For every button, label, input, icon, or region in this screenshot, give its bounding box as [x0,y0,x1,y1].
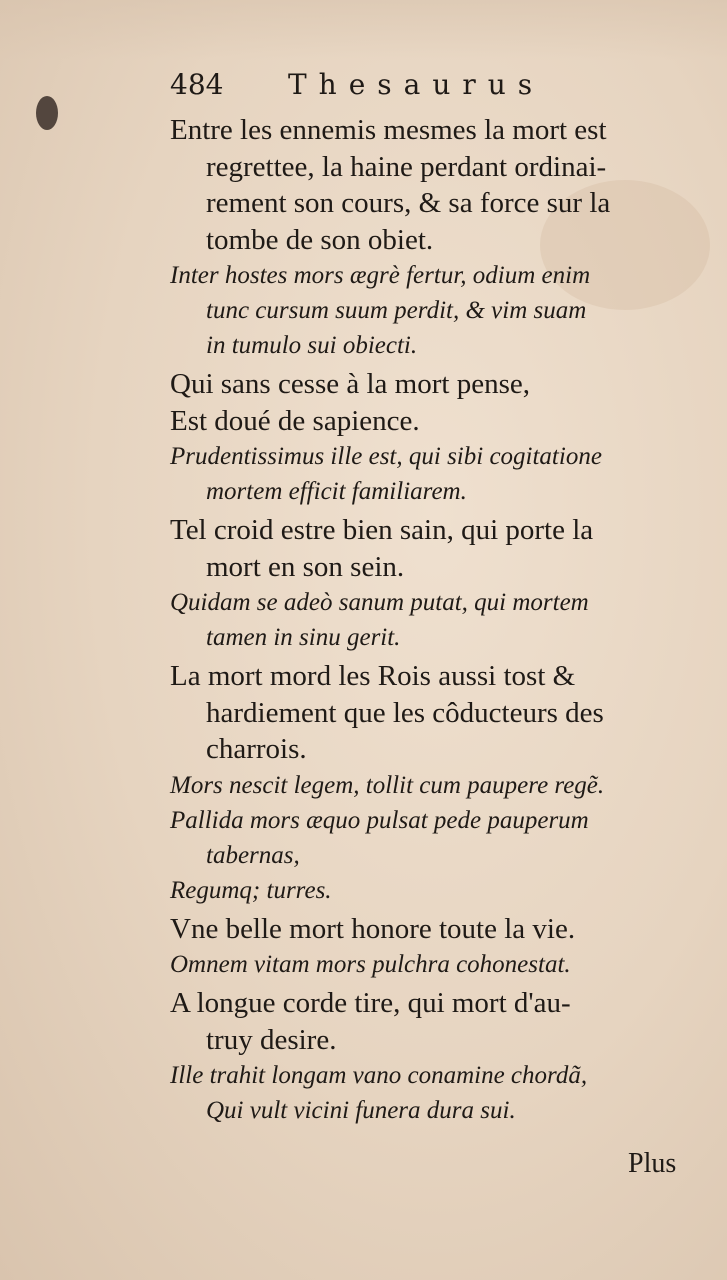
text-line: Est doué de sapience. [170,404,420,437]
text-line: Inter hostes mors ægrè fertur, odium enim [170,262,591,289]
text-line: mortem efficit familiarem. [206,478,467,505]
text-line: Qui vult vicini funera dura sui. [206,1097,516,1124]
text-line: truy desire. [206,1023,337,1056]
text-line: tombe de son obiet. [206,223,434,256]
french-proverb [170,911,690,948]
text-line: tunc cursum suum perdit, & vim suam [206,297,587,324]
text-line: rement son cours, & sa force sur la [206,187,611,219]
text-line: A longue corde tire, qui mort d'au- [170,987,571,1019]
text-line: tamen in sinu gerit. [206,624,401,651]
text-line: Tel croid estre bien sain, qui porte la [170,514,594,546]
text-line: in tumulo sui obiecti. [206,332,418,359]
text-line: regrettee, la haine perdant ordinai- [206,150,607,183]
latin-proverb [170,803,690,873]
french-proverb [170,658,690,768]
text-line: charrois. [206,733,307,765]
text-line: Regumq; turres. [170,876,332,904]
french-proverb [170,112,690,258]
latin-proverb [170,258,690,363]
ink-blot [36,96,58,130]
text-line: hardiement que les côducteurs des [206,696,604,729]
main-text [170,112,690,1128]
text-line: Prudentissimus ille est, qui sibi cogitatione [170,443,602,470]
latin-proverb [170,768,690,803]
text-line: Mors nescit legem, tollit cum paupere regẽ. [170,771,605,799]
latin-proverb [170,439,690,509]
page-shadow [0,0,727,60]
text-line: Omnem vitam mors pulchra cohonestat. [170,951,571,978]
french-proverb [170,985,690,1058]
latin-proverb [170,873,690,908]
text-line: Qui sans cesse à la mort pense, [170,368,530,400]
text-line: Ille trahit longam vano conamine chordã, [170,1062,588,1089]
text-line: Entre les ennemis mesmes la mort est [170,114,607,146]
text-line: Vne belle mort honore toute la vie. [170,912,576,945]
page-number: 484 [170,68,224,101]
text-line: tabernas, [206,841,300,869]
french-proverb [170,366,690,439]
text-line: Quidam se adeò sanum putat, qui mortem [170,589,589,616]
french-proverb [170,512,690,585]
latin-proverb [170,585,690,655]
latin-proverb [170,1058,690,1128]
running-title: Thesaurus [288,68,545,101]
page-header [170,68,610,108]
text-line: mort en son sein. [206,550,405,583]
catchword: Plus [628,1148,677,1179]
latin-proverb [170,947,690,982]
text-line: La mort mord les Rois aussi tost & [170,660,576,692]
text-line: Pallida mors æquo pulsat pede pauperum [170,806,589,834]
